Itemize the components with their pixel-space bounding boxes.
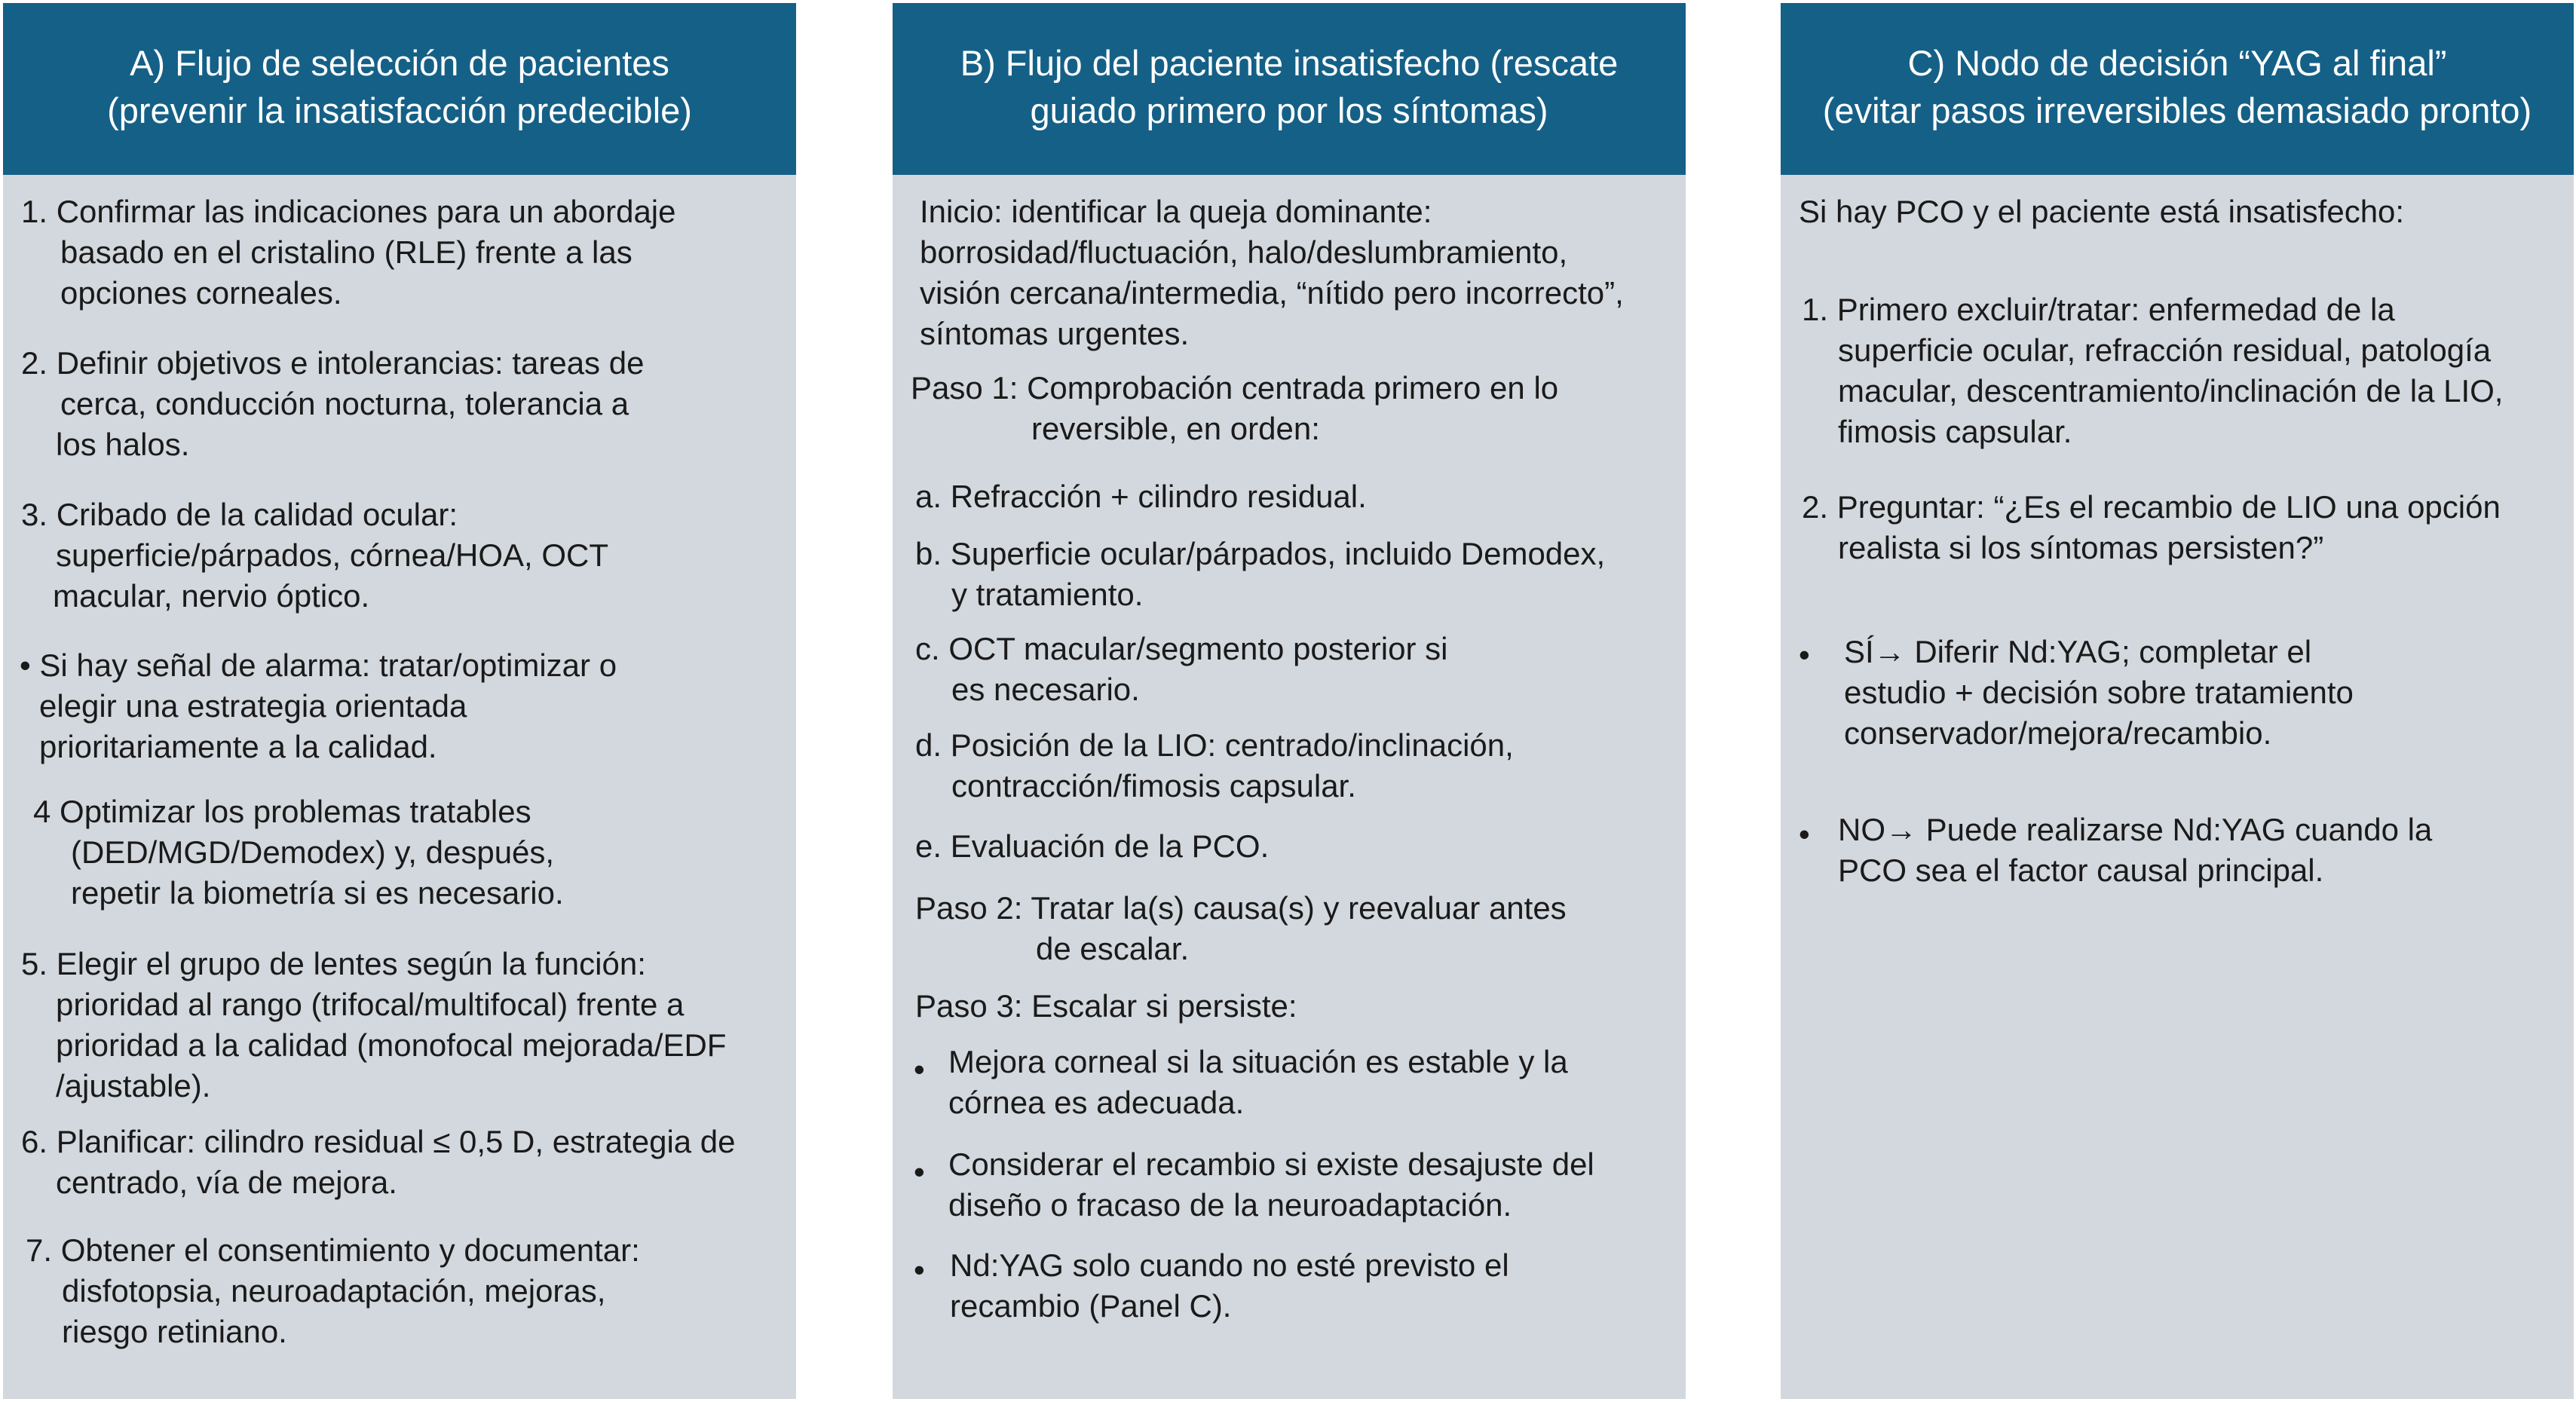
panel-b-step-1-line: Paso 1: Comprobación centrada primero en lo <box>911 370 1559 406</box>
panel-a-step-3 <box>21 494 608 617</box>
panel-b-title-line-2: guiado primero por los síntomas) <box>1030 90 1548 130</box>
panel-a-title-line-2: (prevenir la insatisfacción predecible) <box>107 90 692 130</box>
panel-a-step-3-line: superficie/párpados, córnea/HOA, OCT <box>56 537 608 573</box>
panel-b-check-e-line: e. Evaluación de la PCO. <box>915 828 1270 864</box>
panel-a-alarm-note <box>20 645 617 767</box>
panel-b-start-line: borrosidad/fluctuación, halo/deslumbramiento, <box>920 234 1568 270</box>
panel-a-step-7-line: riesgo retiniano. <box>62 1314 287 1349</box>
panel-c-title-line-2: (evitar pasos irreversibles demasiado pronto) <box>1822 90 2532 130</box>
panel-a <box>3 3 796 1399</box>
panel-a-step-1-line: opciones corneales. <box>60 275 342 311</box>
panel-a-step-5 <box>21 944 726 1107</box>
panel-a-alarm-line: • Si hay señal de alarma: tratar/optimizar o <box>20 647 617 683</box>
panel-b <box>893 3 1686 1399</box>
panel-a-step-4-line: 4 Optimizar los problemas tratables <box>33 794 531 829</box>
panel-b-header <box>893 3 1686 175</box>
panel-a-step-4-line: (DED/MGD/Demodex) y, después, <box>71 834 555 870</box>
panel-b-check-b-line: b. Superficie ocular/párpados, incluido Demodex, <box>915 536 1606 571</box>
panel-b-check-d <box>915 725 1514 807</box>
panel-a-step-5-line: 5. Elegir el grupo de lentes según la función: <box>21 946 646 981</box>
panel-a-alarm-line: elegir una estrategia orientada <box>39 688 467 724</box>
panel-b-escalation-line: Mejora corneal si la situación es estable y la <box>948 1044 1568 1079</box>
panel-c-no-line: NO→ Puede realizarse Nd:YAG cuando la <box>1838 812 2433 847</box>
panel-b-escalation-line: córnea es adecuada. <box>948 1085 1245 1120</box>
panel-c-title-line-1: C) Nodo de decisión “YAG al final” <box>1907 43 2447 83</box>
panel-c-step-2-line: 2. Preguntar: “¿Es el recambio de LIO una opción <box>1802 489 2501 525</box>
panel-c-yes-line: conservador/mejora/recambio. <box>1844 715 2272 751</box>
panel-a-step-4-line: repetir la biometría si es necesario. <box>71 875 564 911</box>
panel-a-step-7 <box>26 1230 640 1352</box>
panel-a-step-5-line: prioridad al rango (trifocal/multifocal) frente a <box>56 987 685 1022</box>
panel-c <box>1781 3 2574 1399</box>
panel-a-step-6-line: 6. Planificar: cilindro residual ≤ 0,5 D, estrategia de <box>21 1124 736 1159</box>
panel-a-title-line-1: A) Flujo de selección de pacientes <box>130 43 669 83</box>
panel-c-yes-line: estudio + decisión sobre tratamiento <box>1844 675 2354 710</box>
panel-b-escalation-line: Nd:YAG solo cuando no esté previsto el <box>950 1247 1509 1283</box>
bullet-icon: • <box>914 1154 925 1189</box>
panel-c-condition-line: Si hay PCO y el paciente está insatisfecho: <box>1799 194 2405 229</box>
panel-a-step-1-line: basado en el cristalino (RLE) frente a las <box>60 234 633 270</box>
panel-a-step-7-line: 7. Obtener el consentimiento y documentar: <box>26 1232 640 1268</box>
panel-a-step-3-line: 3. Cribado de la calidad ocular: <box>21 497 458 532</box>
panel-a-step-2-line: los halos. <box>56 427 190 462</box>
panel-b-check-a <box>915 476 1367 517</box>
panel-c-step-1-line: 1. Primero excluir/tratar: enfermedad de la <box>1802 292 2395 327</box>
panel-b-start-line: síntomas urgentes. <box>920 316 1190 351</box>
bullet-icon: • <box>1799 816 1810 852</box>
panel-c-step-2 <box>1802 487 2501 568</box>
panel-b-check-d-line: d. Posición de la LIO: centrado/inclinación, <box>915 727 1514 763</box>
panel-a-step-7-line: disfotopsia, neuroadaptación, mejoras, <box>62 1273 606 1309</box>
panel-b-check-e <box>915 826 1269 867</box>
panel-a-step-1 <box>21 191 676 314</box>
panel-b-check-c-line: c. OCT macular/segmento posterior si <box>915 631 1448 666</box>
panel-b-escalation-corneal <box>948 1042 1568 1123</box>
panel-b-check-d-line: contracción/fimosis capsular. <box>951 768 1356 804</box>
panel-b-check-b-line: y tratamiento. <box>951 577 1144 612</box>
panel-b-start-line: Inicio: identificar la queja dominante: <box>920 194 1432 229</box>
panel-b-step-2-line: Paso 2: Tratar la(s) causa(s) y reevaluar antes <box>915 890 1567 926</box>
panel-a-step-2-line: 2. Definir objetivos e intolerancias: tareas de <box>21 345 645 381</box>
panel-a-step-1-line: 1. Confirmar las indicaciones para un abordaje <box>21 194 676 229</box>
panel-b-check-b <box>915 534 1605 615</box>
panel-a-step-6 <box>21 1122 736 1203</box>
panel-c-step-1 <box>1802 289 2503 452</box>
panel-b-escalation-line: recambio (Panel C). <box>950 1288 1232 1324</box>
panel-b-escalation-line: diseño o fracaso de la neuroadaptación. <box>948 1187 1512 1223</box>
panel-a-step-4 <box>33 791 564 914</box>
panel-b-step-1-line: reversible, en orden: <box>1031 411 1320 446</box>
panel-c-no-line: PCO sea el factor causal principal. <box>1838 853 2324 888</box>
panel-a-step-2 <box>21 343 644 465</box>
panel-a-header <box>3 3 796 175</box>
panel-c-no-branch <box>1838 810 2432 891</box>
panel-c-step-1-line: superficie ocular, refracción residual, patología <box>1838 332 2492 368</box>
panel-a-step-5-line: prioridad a la calidad (monofocal mejorada/EDF <box>56 1027 727 1063</box>
panel-b-escalation-line: Considerar el recambio si existe desajuste del <box>948 1146 1594 1182</box>
panel-b-step-3 <box>915 986 1297 1027</box>
panel-b-check-c <box>915 629 1447 710</box>
panel-b-step-2-line: de escalar. <box>1036 931 1190 966</box>
bullet-icon: • <box>1799 637 1810 672</box>
panel-b-check-a-line: a. Refracción + cilindro residual. <box>915 479 1367 514</box>
panel-a-step-2-line: cerca, conducción nocturna, tolerancia a <box>60 386 629 421</box>
panel-c-yes-line: SÍ→ Diferir Nd:YAG; completar el <box>1844 634 2312 669</box>
panel-c-step-1-line: fimosis capsular. <box>1838 414 2072 449</box>
panel-b-step-2 <box>915 888 1567 969</box>
panel-c-yes-branch <box>1844 632 2354 754</box>
panel-c-condition <box>1799 191 2404 232</box>
panel-b-step-3-line: Paso 3: Escalar si persiste: <box>915 988 1297 1024</box>
panel-b-step-1 <box>911 368 1558 449</box>
panel-b-start-line: visión cercana/intermedia, “nítido pero incorrecto”, <box>920 275 1624 311</box>
panel-a-step-6-line: centrado, vía de mejora. <box>56 1165 397 1200</box>
panel-b-escalation-yag <box>950 1245 1509 1327</box>
panel-a-step-3-line: macular, nervio óptico. <box>53 578 370 614</box>
panel-c-step-1-line: macular, descentramiento/inclinación de la LIO, <box>1838 373 2504 409</box>
panel-a-step-5-line: /ajustable). <box>56 1068 211 1104</box>
bullet-icon: • <box>914 1252 925 1287</box>
panel-b-escalation-exchange <box>948 1144 1594 1226</box>
panel-b-start <box>920 191 1624 354</box>
panel-c-header <box>1781 3 2574 175</box>
panel-c-step-2-line: realista si los síntomas persisten?” <box>1838 530 2324 565</box>
panel-a-alarm-line: prioritariamente a la calidad. <box>39 729 437 764</box>
bullet-icon: • <box>914 1052 925 1087</box>
panel-b-check-c-line: es necesario. <box>951 672 1140 707</box>
panel-b-title-line-1: B) Flujo del paciente insatisfecho (rescate <box>960 43 1619 83</box>
